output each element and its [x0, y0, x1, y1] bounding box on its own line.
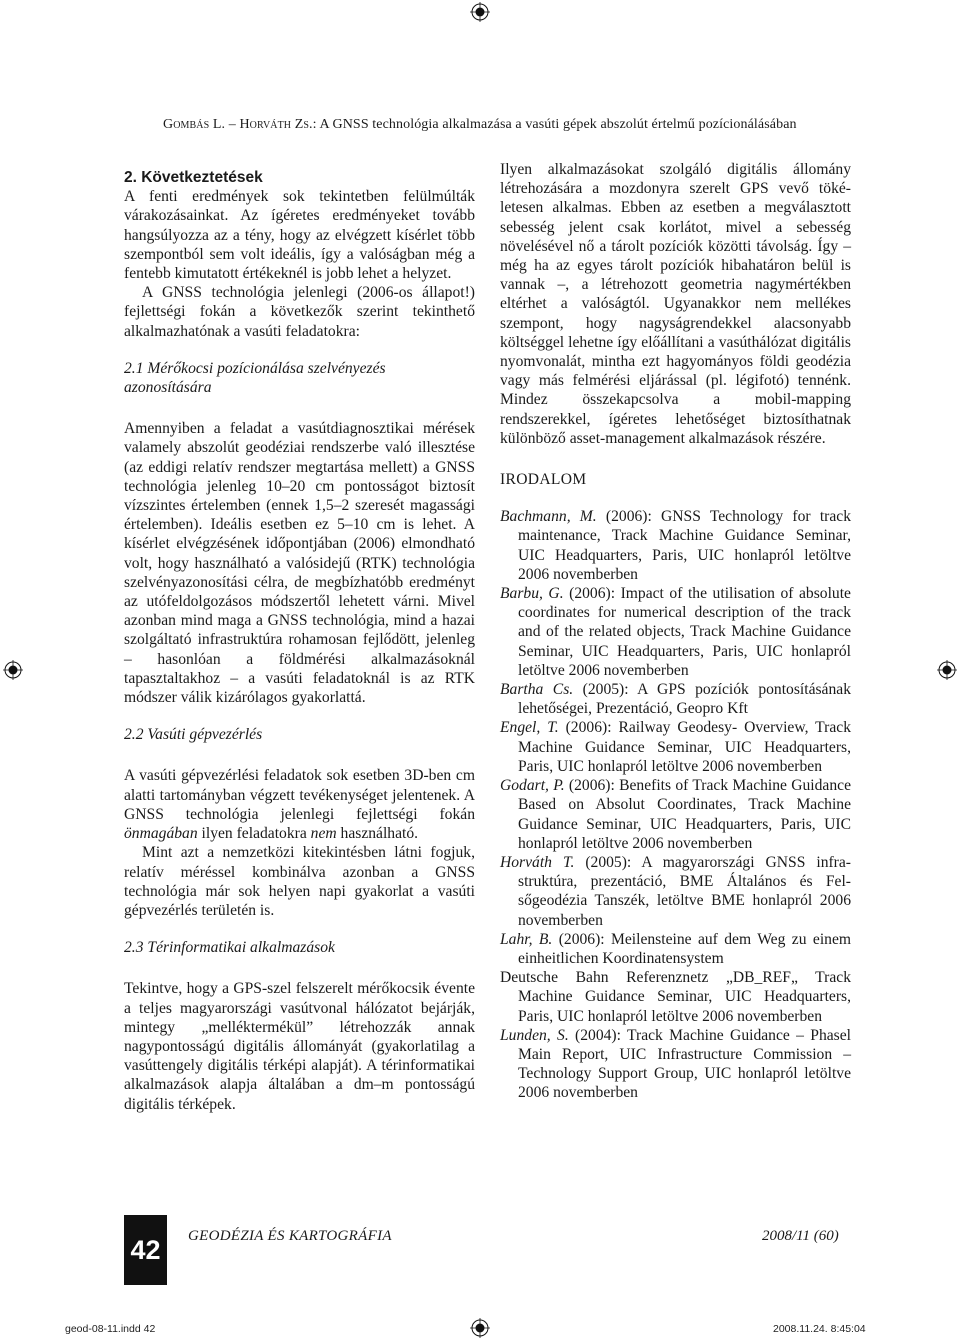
- reference-text: (2006): Impact of the utilisation of absolute coordinates for numerical description of the track and of the related objects, Track Machine Guidance Seminar, UIC Headquarters, Paris, UIC honlapról letöltve 2006 novemberben: [518, 585, 851, 679]
- journal-title: GEODÉZIA ÉS KARTOGRÁFIA: [188, 1228, 392, 1244]
- machine-control-text-c: használható.: [336, 825, 419, 843]
- registration-mark-left: [3, 660, 23, 680]
- paragraph-results: A fenti eredmények sok tekintetben felülmúlták várakozásainkat. Az ígéretes eredményeket tovább hangsúlyozza az a tény, hogy az elvégzett kísérlet több szempontból sem volt ideális, így a valóságban még a fentebb kimutatott értékeknél is jobb lehet a helyzet.: [124, 188, 475, 283]
- reference-item: [500, 853, 851, 930]
- paragraph-international: Mint azt a nemzetközi kitekintésben látni fogjuk, relatív méréssel kombinálva azonban a GNSS technológia már sok helyen napi gyakorlat a vasúti gépvezérlés területén is.: [124, 844, 475, 919]
- reference-text: (2006): GNSS Technology for track maintenance, Track Machine Guidance Seminar, UIC Headquarters, Paris, UIC honlapról letöltve 2006 novemberben: [518, 508, 851, 583]
- running-head: [163, 117, 863, 133]
- section-heading: 2. Következtetések: [124, 169, 263, 186]
- reference-author: Bartha Cs.: [500, 681, 574, 699]
- reference-author: Lunden, S.: [500, 1026, 569, 1044]
- reference-author: Horváth T.: [500, 853, 575, 871]
- reference-item: [500, 1026, 851, 1103]
- issue-number: 2008/11 (60): [762, 1228, 839, 1244]
- right-column: [500, 160, 851, 1103]
- machine-control-text-b: ilyen feladatokra: [197, 825, 311, 843]
- reference-text: (2005): A magyarországi GNSS infrastruktúra, prezentáció, BME Általános és Felsőgeodézia Tanszék, letöltve BME honlapról 2006 novemberben: [518, 853, 851, 929]
- reference-text: Deutsche Bahn Referenznetz „DB_REF„ Track Machine Guidance Seminar, UIC Headquarters, Paris, UIC honlapról letöltve 2006 novemberben: [500, 969, 851, 1025]
- subsection-heading-2-3: 2.3 Térinformatikai alkalmazások: [124, 939, 335, 957]
- running-head-author2: Horváth Zs.: [239, 117, 313, 132]
- reference-text: (2006): Meilensteine auf dem Weg zu einem einheitlichen Koordinatensystem: [518, 930, 851, 967]
- paragraph-measurement-car: Amennyiben a feladat a vasútdiagnosztikai mérések valamely abszolút geodéziai rendszerbe való illesztése (az eddigi relatív rendszer megtartása mellett) a GNSS technológia jelenleg 10–20 cm pontosságot biztosít vízszintes értelemben (ennek 1,5–2 szeresét magassági értelemben). Ideális esetben ez 5–10 cm is lehet. A kísérlet elvégzésének időpontjában (2006) elmondható volt, hogy használható a valósidejű (RTK) technológia szelvényazonosítási célra, de megbízhatóbb eredményt az utófeldolgozásos módszertől lehetett várni. Mivel azonban mind maga a GNSS technológia, mind a hazai szolgáltató infrastruktúra rohamosan fejlődött, jelenleg – hasonlóan a földmérési alkalmazásoknál tapasztaltakhoz – a vasúti feladatoknál is az RTK módszer válik kizárólagos gyakorlattá.: [124, 420, 475, 707]
- subsection-heading-2-2: 2.2 Vasúti gépvezérlés: [124, 726, 263, 744]
- slug-timestamp: 2008.11.24. 8:45:04: [773, 1323, 866, 1335]
- running-head-author1: Gombás L.: [163, 117, 226, 132]
- reference-item: [500, 930, 851, 968]
- reference-author: Bachmann, M.: [500, 508, 597, 526]
- paragraph-machine-control: [124, 766, 475, 843]
- reference-author: Godart, P.: [500, 777, 565, 795]
- machine-control-em1: önmagában: [124, 825, 198, 843]
- reference-text: (2004): Track Machine Guidance – Phasel Main Report, UIC Infrastructure Commission –Technology Support Group, UIC honlapról letöltve 2006 novemberben: [518, 1026, 851, 1102]
- references-heading: IRODALOM: [500, 471, 587, 489]
- page-number: 42: [124, 1215, 167, 1285]
- reference-item: [500, 968, 851, 1026]
- registration-mark-top: [470, 2, 490, 22]
- reference-author: Barbu, G.: [500, 585, 564, 603]
- reference-item: [500, 776, 851, 853]
- paragraph-gis: Tekintve, hogy a GPS-szel felszerelt mérőkocsik évente a teljes magyarországi vasútvonal hálózatot bejárják, mintegy „melléktermékül” létrehozzák annak nagypontosságú digitális állományát (gyakorlatilag a vasúttengely digitális térképi alapját). A térinformatikai alkalmazások alapja általában a dm–m pontosságú digitális térképek.: [124, 980, 475, 1113]
- machine-control-text-a: A vasúti gépvezérlési feladatok sok esetben 3D-ben cm alatti tartományban végzett tevékenységet jelentenek. A GNSS technológia jelenlegi fejlettségi fokán: [124, 767, 475, 823]
- reference-text: (2006): Railway Geodesy- Overview, Track Machine Guidance Seminar, UIC Headquarters, Paris, UIC honlapról letöltve 2006 novemberben: [518, 719, 851, 775]
- running-head-title: : A GNSS technológia alkalmazása a vasúti gépek abszolút értelmű pozícionálásában: [312, 117, 797, 132]
- running-head-sep: –: [225, 117, 240, 132]
- reference-list: [500, 507, 851, 1102]
- reference-item: [500, 584, 851, 680]
- subsection-heading-2-1: 2.1 Mérőkocsi pozícionálása szelvényezés azonosítására: [124, 359, 386, 397]
- reference-item: [500, 507, 851, 584]
- reference-author: Engel, T.: [500, 719, 559, 737]
- registration-mark-right: [937, 660, 957, 680]
- paragraph-digital-dataset: Ilyen alkalmazásokat szolgáló digitális állomány létrehozására a mozdonyra szerelt GPS vevő tökéletesen alkalmas. Ebben az esetben a megválasztott sebesség jelent csak korlátot, mivel a sebesség növelésével nő a tárolt pozíciók közötti távolság. Így – még ha az egyes tárolt pozíciók hibahatáron belül is vannak –, a létrehozott geometria nagymértékben eltérhet a valóságtól. Ugyanakkor nem mellékes szempont, hogy nagyságrendekkel alacsonyabb költséggel lehetne így előállítani a vasúthálózat digitális nyomvonalát, mintha ezt hagyományos földi geodézia vagy más felmérési eljárással (pl. légifotó) tennénk. Mindez összekapcsolva a mobil-mapping rendszerekkel, ígéretes lehetőséget biztosíthatnak különböző asset-management alkalmazások részére.: [500, 161, 851, 447]
- registration-mark-bottom: [470, 1318, 490, 1338]
- reference-author: Lahr, B.: [500, 930, 553, 948]
- paragraph-gnss-state: A GNSS technológia jelenlegi (2006-os állapot!) fejlettségi fokán a következők szerint tekinthető alkalmazhatónak a vasúti feladatokra:: [124, 284, 475, 340]
- reference-text: (2006): Benefits of Track Machine Guidance Based on Absolut Coordinates, Track Machine Guidance Seminar, UIC Headquarters, Paris, UIC honlapról letöltve 2006 novemberben: [518, 777, 851, 852]
- slug-filename: geod-08-11.indd 42: [65, 1323, 156, 1335]
- reference-text: (2005): A GPS pozíciók pontosításának lehetőségei, Prezentáció, Geopro Kft: [518, 681, 851, 718]
- reference-item: [500, 680, 851, 718]
- reference-item: [500, 718, 851, 776]
- left-column: [124, 168, 475, 1114]
- machine-control-em2: nem: [310, 825, 337, 843]
